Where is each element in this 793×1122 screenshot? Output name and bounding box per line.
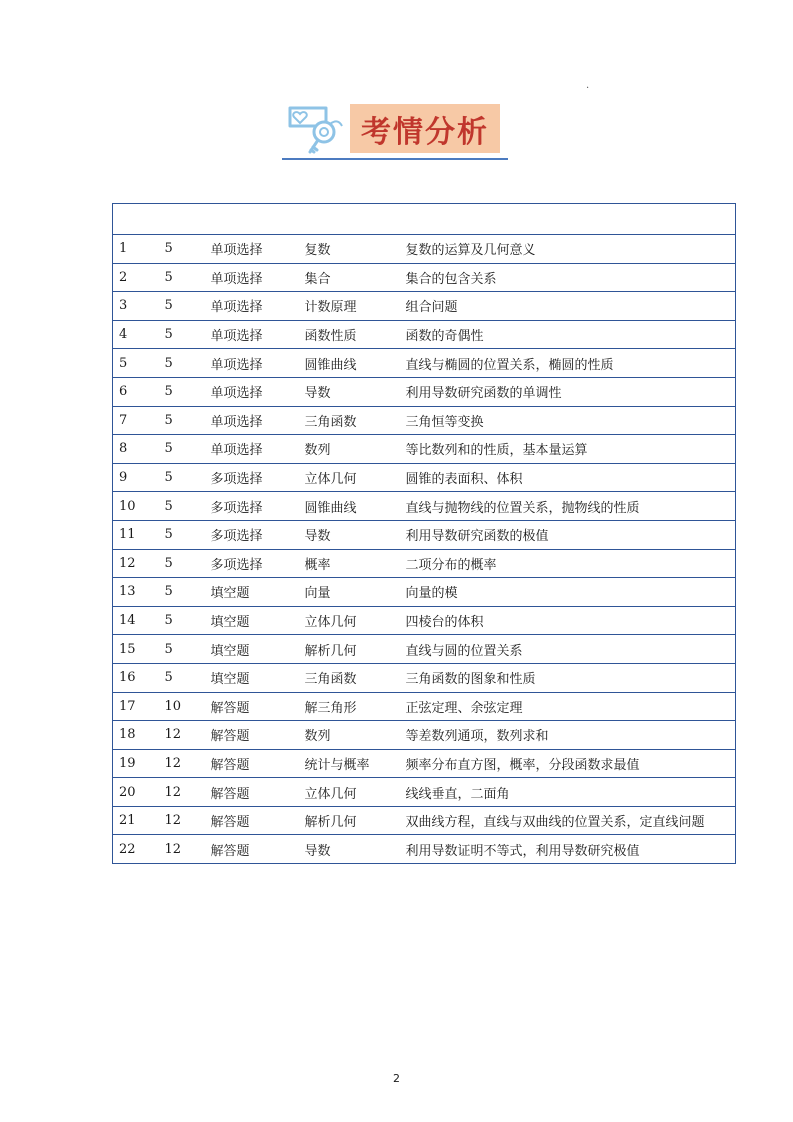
- question-type-cell: 解答题: [205, 749, 299, 778]
- question-number-cell: 16: [113, 663, 159, 692]
- knowledge-point-cell: 三角恒等变换: [400, 406, 736, 435]
- knowledge-point-cell: 利用导数研究函数的单调性: [400, 377, 736, 406]
- header-cell: [205, 204, 299, 235]
- score-cell: 12: [159, 721, 205, 750]
- question-type-cell: 多项选择: [205, 463, 299, 492]
- banner-title-box: [350, 104, 500, 153]
- topic-cell: 统计与概率: [299, 749, 400, 778]
- table-row: [113, 635, 736, 664]
- table-row: [113, 663, 736, 692]
- table-row: [113, 492, 736, 521]
- topic-cell: 立体几何: [299, 463, 400, 492]
- question-type-cell: 填空题: [205, 663, 299, 692]
- question-number-cell: 20: [113, 778, 159, 807]
- section-banner: [282, 98, 510, 162]
- table-row: [113, 235, 736, 264]
- table-row: [113, 578, 736, 607]
- question-type-cell: 单项选择: [205, 320, 299, 349]
- question-number-cell: 14: [113, 606, 159, 635]
- topic-cell: 解三角形: [299, 692, 400, 721]
- score-cell: 5: [159, 463, 205, 492]
- knowledge-point-cell: 四棱台的体积: [400, 606, 736, 635]
- question-type-cell: 解答题: [205, 692, 299, 721]
- topic-cell: 圆锥曲线: [299, 349, 400, 378]
- knowledge-point-cell: 双曲线方程，直线与双曲线的位置关系，定直线问题: [400, 806, 736, 835]
- header-cell: [113, 204, 159, 235]
- knowledge-point-cell: 复数的运算及几何意义: [400, 235, 736, 264]
- topic-cell: 向量: [299, 578, 400, 607]
- score-cell: 5: [159, 549, 205, 578]
- score-cell: 5: [159, 663, 205, 692]
- question-number-cell: 2: [113, 263, 159, 292]
- table-row: [113, 606, 736, 635]
- question-number-cell: 8: [113, 435, 159, 464]
- knowledge-point-cell: 等比数列和的性质，基本量运算: [400, 435, 736, 464]
- question-type-cell: 单项选择: [205, 406, 299, 435]
- score-cell: 5: [159, 406, 205, 435]
- question-number-cell: 15: [113, 635, 159, 664]
- banner-underline: [282, 158, 508, 160]
- table-header-row: [113, 204, 736, 235]
- exam-analysis-table: [112, 203, 736, 864]
- question-type-cell: 多项选择: [205, 492, 299, 521]
- topic-cell: 导数: [299, 520, 400, 549]
- table-row: [113, 406, 736, 435]
- score-cell: 5: [159, 578, 205, 607]
- knowledge-point-cell: 频率分布直方图，概率，分段函数求最值: [400, 749, 736, 778]
- topic-cell: 概率: [299, 549, 400, 578]
- knowledge-point-cell: 函数的奇偶性: [400, 320, 736, 349]
- question-type-cell: 单项选择: [205, 435, 299, 464]
- header-cell: [159, 204, 205, 235]
- score-cell: 12: [159, 749, 205, 778]
- table-row: [113, 549, 736, 578]
- topic-cell: 三角函数: [299, 663, 400, 692]
- knowledge-point-cell: 直线与圆的位置关系: [400, 635, 736, 664]
- score-cell: 5: [159, 349, 205, 378]
- score-cell: 5: [159, 520, 205, 549]
- topic-cell: 三角函数: [299, 406, 400, 435]
- topic-cell: 立体几何: [299, 778, 400, 807]
- page-number: 2: [393, 1072, 400, 1085]
- question-number-cell: 6: [113, 377, 159, 406]
- knowledge-point-cell: 利用导数证明不等式，利用导数研究极值: [400, 835, 736, 864]
- score-cell: 5: [159, 606, 205, 635]
- table-row: [113, 377, 736, 406]
- question-type-cell: 填空题: [205, 635, 299, 664]
- question-number-cell: 4: [113, 320, 159, 349]
- question-type-cell: 解答题: [205, 806, 299, 835]
- question-number-cell: 19: [113, 749, 159, 778]
- header-cell: [299, 204, 400, 235]
- topic-cell: 计数原理: [299, 292, 400, 321]
- knowledge-point-cell: 直线与椭圆的位置关系，椭圆的性质: [400, 349, 736, 378]
- score-cell: 5: [159, 435, 205, 464]
- score-cell: 5: [159, 492, 205, 521]
- table-row: [113, 349, 736, 378]
- question-type-cell: 单项选择: [205, 292, 299, 321]
- table-row: [113, 692, 736, 721]
- question-number-cell: 7: [113, 406, 159, 435]
- knowledge-point-cell: 圆锥的表面积、体积: [400, 463, 736, 492]
- knowledge-point-cell: 向量的模: [400, 578, 736, 607]
- header-dot: .: [586, 80, 590, 91]
- knowledge-point-cell: 组合问题: [400, 292, 736, 321]
- knowledge-point-cell: 集合的包含关系: [400, 263, 736, 292]
- score-cell: 12: [159, 806, 205, 835]
- question-type-cell: 填空题: [205, 578, 299, 607]
- table-row: [113, 778, 736, 807]
- table-row: [113, 320, 736, 349]
- question-number-cell: 9: [113, 463, 159, 492]
- question-number-cell: 22: [113, 835, 159, 864]
- question-type-cell: 解答题: [205, 778, 299, 807]
- knowledge-point-cell: 正弦定理、余弦定理: [400, 692, 736, 721]
- question-type-cell: 填空题: [205, 606, 299, 635]
- score-cell: 5: [159, 635, 205, 664]
- score-cell: 12: [159, 778, 205, 807]
- table-row: [113, 749, 736, 778]
- key-heart-icon: [286, 100, 348, 156]
- question-number-cell: 13: [113, 578, 159, 607]
- score-cell: 5: [159, 377, 205, 406]
- topic-cell: 立体几何: [299, 606, 400, 635]
- topic-cell: 集合: [299, 263, 400, 292]
- knowledge-point-cell: 直线与抛物线的位置关系，抛物线的性质: [400, 492, 736, 521]
- question-number-cell: 10: [113, 492, 159, 521]
- topic-cell: 圆锥曲线: [299, 492, 400, 521]
- table-row: [113, 806, 736, 835]
- topic-cell: 数列: [299, 435, 400, 464]
- banner-title: 考情分析: [361, 114, 489, 150]
- score-cell: 5: [159, 235, 205, 264]
- question-type-cell: 解答题: [205, 721, 299, 750]
- topic-cell: 导数: [299, 835, 400, 864]
- score-cell: 5: [159, 320, 205, 349]
- knowledge-point-cell: 等差数列通项，数列求和: [400, 721, 736, 750]
- question-number-cell: 12: [113, 549, 159, 578]
- topic-cell: 解析几何: [299, 635, 400, 664]
- table-row: [113, 263, 736, 292]
- score-cell: 10: [159, 692, 205, 721]
- topic-cell: 函数性质: [299, 320, 400, 349]
- question-type-cell: 单项选择: [205, 263, 299, 292]
- knowledge-point-cell: 三角函数的图象和性质: [400, 663, 736, 692]
- table-row: [113, 435, 736, 464]
- question-number-cell: 17: [113, 692, 159, 721]
- question-type-cell: 单项选择: [205, 349, 299, 378]
- table-row: [113, 520, 736, 549]
- table-row: [113, 721, 736, 750]
- question-type-cell: 单项选择: [205, 377, 299, 406]
- topic-cell: 数列: [299, 721, 400, 750]
- question-number-cell: 3: [113, 292, 159, 321]
- question-number-cell: 1: [113, 235, 159, 264]
- score-cell: 5: [159, 263, 205, 292]
- question-type-cell: 多项选择: [205, 520, 299, 549]
- question-type-cell: 单项选择: [205, 235, 299, 264]
- question-number-cell: 21: [113, 806, 159, 835]
- question-number-cell: 5: [113, 349, 159, 378]
- question-type-cell: 多项选择: [205, 549, 299, 578]
- header-cell: [400, 204, 736, 235]
- topic-cell: 导数: [299, 377, 400, 406]
- table-row: [113, 835, 736, 864]
- score-cell: 12: [159, 835, 205, 864]
- question-number-cell: 11: [113, 520, 159, 549]
- question-type-cell: 解答题: [205, 835, 299, 864]
- table-row: [113, 292, 736, 321]
- knowledge-point-cell: 利用导数研究函数的极值: [400, 520, 736, 549]
- topic-cell: 解析几何: [299, 806, 400, 835]
- knowledge-point-cell: 线线垂直，二面角: [400, 778, 736, 807]
- topic-cell: 复数: [299, 235, 400, 264]
- question-number-cell: 18: [113, 721, 159, 750]
- score-cell: 5: [159, 292, 205, 321]
- table-row: [113, 463, 736, 492]
- knowledge-point-cell: 二项分布的概率: [400, 549, 736, 578]
